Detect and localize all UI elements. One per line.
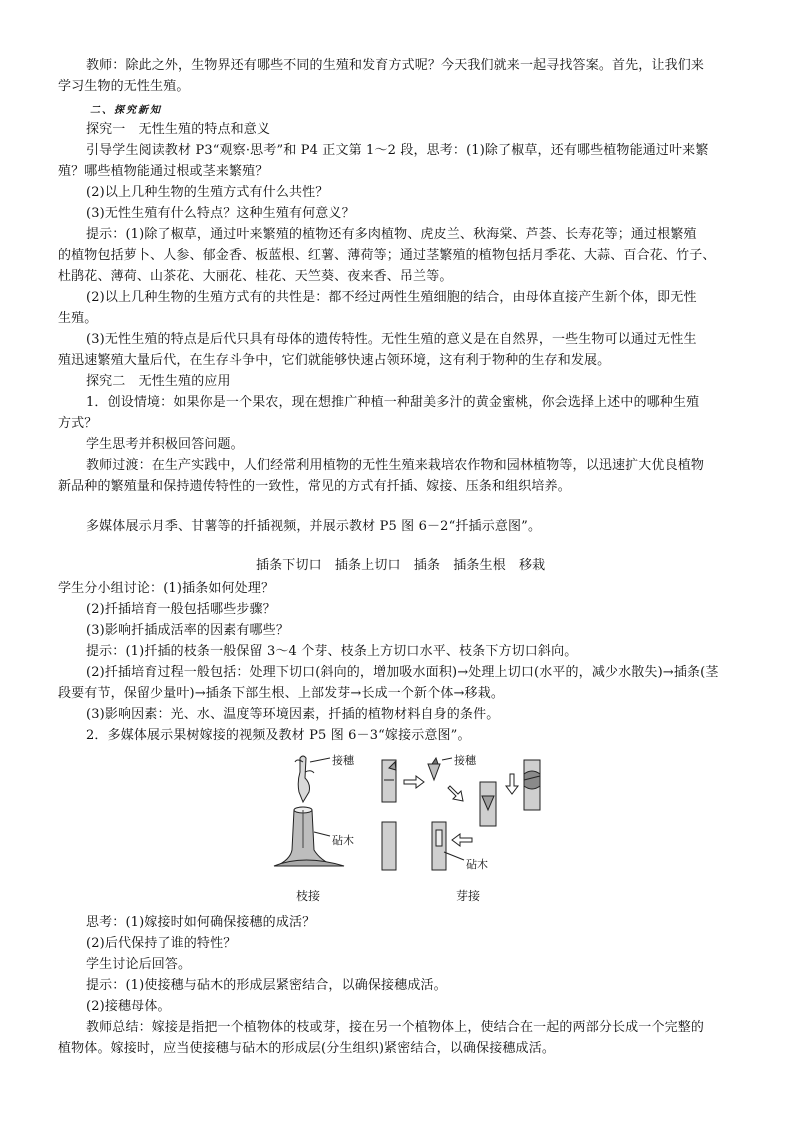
paragraph-line: 提示：(1)扦插的枝条一般保留 3～4 个芽、枝条上方切口水平、枝条下方切口斜向。 <box>86 644 578 659</box>
paragraph-line: 方式？ <box>58 416 98 431</box>
paragraph-line: 提示：(1)除了椒草，通过叶来繁殖的植物还有多肉植物、虎皮兰、秋海棠、芦荟、长寿花等；通过根繁殖 <box>86 227 697 242</box>
paragraph-line: 生殖。 <box>58 311 98 326</box>
bud-graft-stock-1 <box>382 822 396 870</box>
caption-bud-graft: 芽接 <box>456 889 481 903</box>
bud-graft-bud <box>428 758 440 780</box>
scion-branch-drawing <box>274 756 344 866</box>
paragraph-line: 提示：(1)使接穗与砧木的形成层紧密结合，以确保接穗成活。 <box>86 978 447 993</box>
paragraph-line: 学生分小组讨论：(1)插条如何处理？ <box>58 581 275 596</box>
paragraph-line: 教师过渡：在生产实践中，人们经常利用植物的无性生殖来栽培农作物和园林植物等，以迅速扩大优良植物 <box>86 458 705 473</box>
paragraph-line: (2)以上几种生物的生殖方式有的共性是：都不经过两性生殖细胞的结合，由母体直接产生新个体，即无性 <box>86 290 697 305</box>
bud-graft-stem-1 <box>382 760 396 802</box>
paragraph-line: 段要有节，保留少量叶)→插条下部生根、上部发芽→长成一个新个体→移栽。 <box>58 686 504 701</box>
paragraph-line: (2)接穗母体。 <box>86 999 171 1014</box>
paragraph-line: 杜鹃花、薄荷、山茶花、大丽花、桂花、天竺葵、夜来香、吊兰等。 <box>58 269 453 284</box>
arrow-icon <box>506 774 518 794</box>
arrow-icon <box>448 786 463 801</box>
label-scion-1: 接穗 <box>332 754 354 767</box>
caption-branch-graft: 枝接 <box>296 889 321 903</box>
paragraph-line: 学生思考并积极回答问题。 <box>86 437 244 452</box>
paragraph-line: (2)后代保持了谁的特性？ <box>86 936 237 951</box>
arrow-icon <box>404 776 424 788</box>
paragraph-line: (3)影响扦插成活率的因素有哪些？ <box>86 623 289 638</box>
arrow-icon <box>452 834 472 846</box>
paragraph-line: 学生讨论后回答。 <box>86 957 192 972</box>
paragraph-line: 植物体。嫁接时，应当使接穗与砧木的形成层(分生组织)紧密结合，以确保接穗成活。 <box>58 1041 555 1056</box>
bud-graft-stem-2 <box>480 782 496 826</box>
intro-line-2: 学习生物的无性生殖。 <box>58 79 190 94</box>
paragraph-line: (2)扦插培育过程一般包括：处理下切口(斜向的，增加吸水面积)→处理上切口(水平的，减少水散失)→插条(茎 <box>86 665 719 680</box>
label-stock-1: 砧木 <box>332 834 354 847</box>
paragraph-line: 思考：(1)嫁接时如何确保接穗的成活？ <box>86 915 316 930</box>
grafting-figure <box>272 752 552 882</box>
label-scion-2: 接穗 <box>454 754 476 767</box>
bud-graft-stem-3 <box>524 760 540 810</box>
paragraph-line: 殖迅速繁殖大量后代，在生存斗争中，它们就能够快速占领环境，这有利于物种的生存和发展。 <box>58 353 611 368</box>
paragraph-line: 1．创设情境：如果你是一个果农，现在想推广种植一种甜美多汁的黄金蜜桃，你会选择上述中的哪种生殖 <box>86 395 700 410</box>
section-heading: 二、探究新知 <box>90 105 162 116</box>
paragraph-line: 的植物包括萝卜、人参、郁金香、板蓝根、红薯、薄荷等；通过茎繁殖的植物包括月季花、大蒜、百合花、竹子、 <box>58 248 716 263</box>
paragraph-line: (3)影响因素：光、水、温度等环境因素，扦插的植物材料自身的条件。 <box>86 707 500 722</box>
paragraph-line: 2．多媒体展示果树嫁接的视频及教材 P5 图 6－3“嫁接示意图”。 <box>86 728 471 743</box>
intro-line-1: 教师：除此之外，生物界还有哪些不同的生殖和发育方式呢？今天我们就来一起寻找答案。首先，让我们来 <box>86 58 705 73</box>
explore-1-heading: 探究一 无性生殖的特点和意义 <box>86 122 271 137</box>
explore-2-heading: 探究二 无性生殖的应用 <box>86 374 231 389</box>
paragraph-line: 殖？哪些植物能通过根或茎来繁殖？ <box>58 164 269 179</box>
paragraph-line: 引导学生阅读教材 P3“观察·思考”和 P4 正文第 1～2 段，思考：(1)除了椒草，还有哪些植物能通过叶来繁 <box>86 143 709 158</box>
paragraph-line: (3)无性生殖有什么特点？这种生殖有何意义？ <box>86 206 355 221</box>
paragraph-line: (3)无性生殖的特点是后代只具有母体的遗传特性。无性生殖的意义是在自然界，一些生物可以通过无性生 <box>86 332 697 347</box>
paragraph-line: (2)扦插培育一般包括哪些步骤？ <box>86 602 276 617</box>
cutting-steps: 插条下切口 插条上切口 插条 插条生根 移栽 <box>256 558 546 573</box>
paragraph-line: 多媒体展示月季、甘薯等的扦插视频，并展示教材 P5 图 6－2“扦插示意图”。 <box>86 519 542 534</box>
label-stock-2: 砧木 <box>466 858 488 871</box>
paragraph-line: (2)以上几种生物的生殖方式有什么共性？ <box>86 185 329 200</box>
bud-graft-stock-2 <box>432 822 446 870</box>
paragraph-line: 新品种的繁殖量和保持遗传特性的一致性，常见的方式有扦插、嫁接、压条和组织培养。 <box>58 479 571 494</box>
paragraph-line: 教师总结：嫁接是指把一个植物体的枝或芽，接在另一个植物体上，使结合在一起的两部分长成一个完整的 <box>86 1020 705 1035</box>
